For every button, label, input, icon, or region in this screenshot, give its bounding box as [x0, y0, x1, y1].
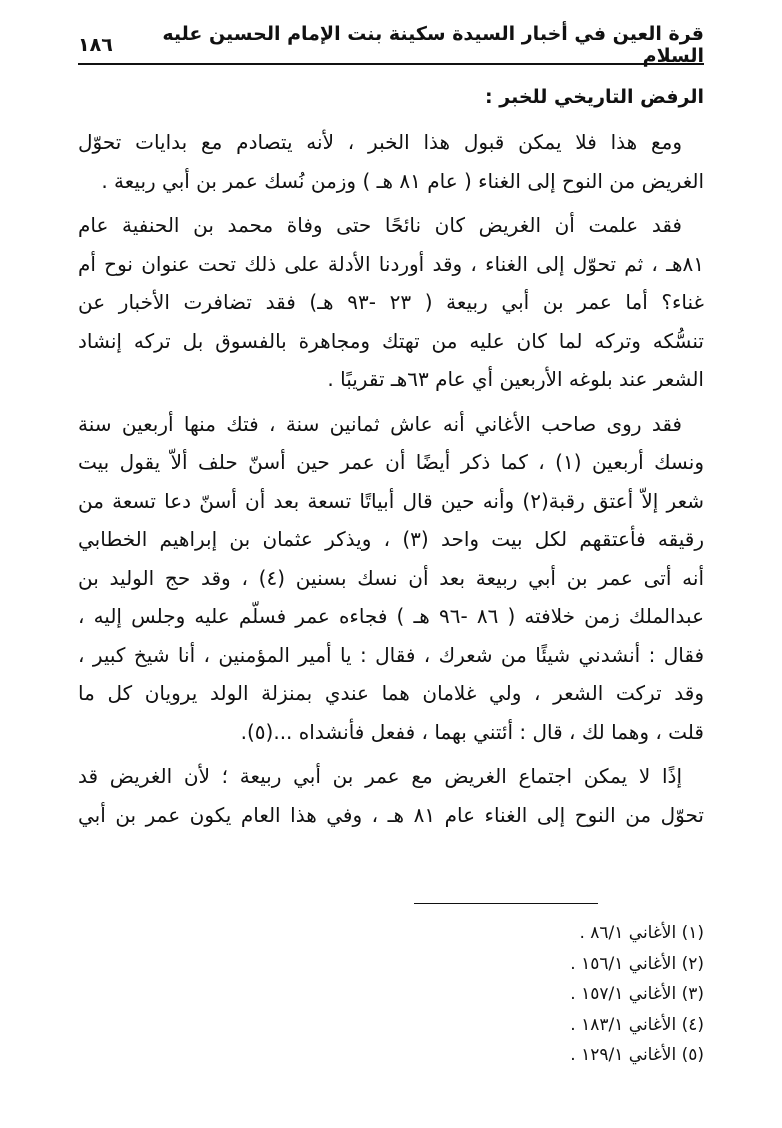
- text-line: فقد روى صاحب الأغاني أنه عاش ثمانين سنة ، فتك منها أربعين سنة: [78, 411, 682, 436]
- main-text: [78, 123, 704, 840]
- text-line: تنسُّكه وتركه لما كان عليه من تهتك ومجاهرة بالفسوق بل تركه إنشاد: [78, 328, 704, 353]
- paragraph-2: [78, 206, 704, 399]
- footnote-3: (٣) الأغاني ١٥٧/١ .: [570, 984, 704, 1004]
- text-line: فقال : أنشدني شيئًا من شعرك ، فقال : يا أمير المؤمنين ، أنا شيخ كبير ،: [78, 642, 704, 667]
- text-line: عبدالملك زمن خلافته ( ٨٦ -٩٦ هـ ) فجاءه عمر فسلّم عليه وجلس إليه ،: [78, 604, 704, 628]
- section-heading: الرفض التاريخي للخبر :: [485, 86, 704, 108]
- paragraph-1: [78, 123, 704, 200]
- text-line: شعر إلاّ أعتق رقبة(٢) وأنه حين قال أبياتًا تسعة بعد أن أسنّ دعا تسعة من: [78, 488, 704, 513]
- text-line: وقد تركت الشعر ، ولي غلامان هما عندي بمنزلة الولد يرويان كل ما: [78, 681, 704, 705]
- text-line: غناء؟ أما عمر بن أبي ربيعة ( ٢٣ -٩٣ هـ) فقد تضافرت الأخبار عن: [78, 290, 704, 314]
- text-line: قلت ، وهما لك ، قال : أئتني بهما ، ففعل فأنشداه ...(٥).: [240, 719, 704, 744]
- text-line: فقد علمت أن الغريض كان نائحًا حتى وفاة محمد بن الحنفية عام: [78, 213, 682, 237]
- text-line: ٨١هـ ، ثم تحوّل إلى الغناء ، وقد أوردنا الأدلة على ذلك تحت عنوان نوح أم: [78, 251, 704, 276]
- running-title: قرة العين في أخبار السيدة سكينة بنت الإمام الحسين عليه السلام: [162, 23, 704, 67]
- text-line: الشعر عند بلوغه الأربعين أي عام ٦٣هـ تقريبًا .: [327, 367, 704, 391]
- footnote-2: (٢) الأغاني ١٥٦/١ .: [570, 953, 704, 974]
- text-line: الغريض من النوح إلى الغناء ( عام ٨١ هـ ) وزمن نُسك عمر بن أبي ربيعة .: [101, 168, 704, 193]
- footnote-5: (٥) الأغاني ١٢٩/١ .: [570, 1045, 704, 1065]
- header-divider: [78, 63, 704, 65]
- text-line: ومع هذا فلا يمكن قبول هذا الخبر ، لأنه يتصادم مع بدايات تحوّل: [78, 130, 682, 154]
- text-line: ونسك أربعين (١) ، كما ذكر أيضًا أن عمر حين أسنّ حلف ألاّ يقول بيت: [78, 450, 704, 474]
- page-header: [78, 23, 704, 67]
- text-line: إذًا لا يمكن اجتماع الغريض مع عمر بن أبي ربيعة ؛ لأن الغريض قد: [78, 764, 682, 788]
- text-line: رقيقه فأعتقهم لكل بيت واحد (٣) ، ويذكر عثمان بن إبراهيم الخطابي: [78, 527, 704, 551]
- footnote-divider: [414, 903, 598, 904]
- text-line: أنه أتى عمر بن أبي ربيعة بعد أن نسك بسنين (٤) ، وقد حج الوليد بن: [78, 565, 704, 590]
- footnote-4: (٤) الأغاني ١٨٣/١ .: [570, 1014, 704, 1035]
- footnotes: [404, 918, 704, 1071]
- paragraph-4: [78, 757, 704, 834]
- footnote-1: (١) الأغاني ٨٦/١ .: [579, 923, 704, 943]
- page-number: ١٨٦: [78, 34, 113, 56]
- text-line: تحوّل من النوح إلى الغناء عام ٨١ هـ ، وفي هذا العام يكون عمر بن أبي: [78, 802, 704, 827]
- paragraph-3: [78, 405, 704, 752]
